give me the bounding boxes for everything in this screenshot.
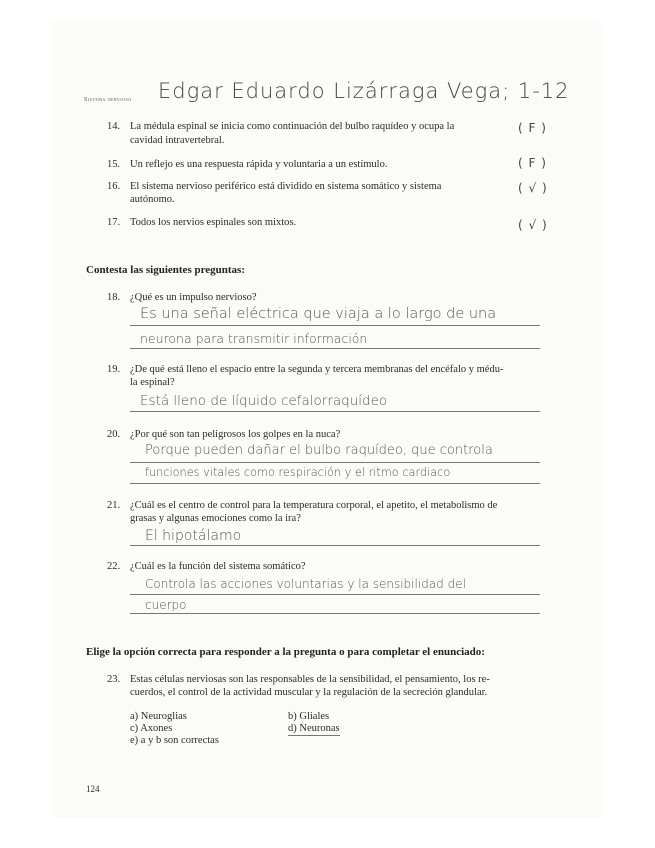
- answer-rule: [130, 462, 540, 463]
- q-text-23: Estas células nerviosas son las responsables de la sensibilidad, el pensamiento, los re-: [130, 674, 490, 685]
- tf-number-17: 17.: [107, 217, 121, 228]
- tf-text-16-cont: autónomo.: [130, 194, 175, 205]
- answer-rule: [130, 348, 540, 349]
- tf-number-15: 15.: [107, 159, 121, 170]
- option-b[interactable]: b) Gliales: [288, 711, 330, 722]
- answer-rule: [130, 325, 540, 326]
- q-number-19: 19.: [107, 364, 121, 375]
- tf-answer-17: ( √ ): [518, 218, 548, 232]
- q-number-23: 23.: [107, 674, 121, 685]
- tf-text-14-cont: cavidad intravertebral.: [130, 135, 225, 146]
- tf-number-14: 14.: [107, 121, 121, 132]
- section-label: Sistema nervioso: [84, 97, 132, 103]
- answer-rule: [130, 594, 540, 595]
- q-text-21: ¿Cuál es el centro de control para la temperatura corporal, el apetito, el metabolismo de: [130, 500, 498, 511]
- q-text-21-cont: grasas y algunas emociones como la ira?: [130, 513, 301, 524]
- tf-text-16: El sistema nervioso periférico está dividido en sistema somático y sistema: [130, 181, 442, 192]
- tf-answer-15: ( F ): [518, 156, 547, 170]
- section2-title: Elige la opción correcta para responder a la pregunta o para completar el enunciado:: [86, 646, 485, 658]
- answer-22-line2: cuerpo: [145, 598, 187, 612]
- answer-20-line1: Porque pueden dañar el bulbo raquídeo, que controla: [145, 443, 493, 458]
- answer-rule: [130, 483, 540, 484]
- q-number-22: 22.: [107, 561, 121, 572]
- answer-20-line2: funciones vitales como respiración y el ritmo cardiaco: [145, 466, 451, 479]
- tf-answer-16: ( √ ): [518, 181, 548, 195]
- answer-rule: [130, 545, 540, 546]
- student-name: Edgar Eduardo Lizárraga Vega; 1-12: [158, 79, 570, 103]
- option-d-selected[interactable]: d) Neuronas: [288, 723, 340, 734]
- tf-text-14: La médula espinal se inicia como continuación del bulbo raquídeo y ocupa la: [130, 121, 455, 132]
- option-e[interactable]: e) a y b son correctas: [130, 735, 219, 746]
- q-number-20: 20.: [107, 429, 121, 440]
- section1-title: Contesta las siguientes preguntas:: [86, 264, 246, 276]
- q-number-18: 18.: [107, 292, 121, 303]
- tf-text-15: Un reflejo es una respuesta rápida y voluntaria a un estímulo.: [130, 159, 388, 170]
- q-text-19-cont: la espinal?: [130, 377, 175, 388]
- answer-19-line1: Está lleno de líquido cefalorraquídeo: [140, 393, 388, 409]
- tf-number-16: 16.: [107, 181, 121, 192]
- answer-rule: [130, 411, 540, 412]
- option-c[interactable]: c) Axones: [130, 723, 173, 734]
- option-a[interactable]: a) Neuroglias: [130, 711, 187, 722]
- answer-18-line1: Es una señal eléctrica que viaja a lo largo de una: [140, 306, 497, 322]
- q-text-19: ¿De qué está lleno el espacio entre la segunda y tercera membranas del encéfalo y médu-: [130, 364, 504, 375]
- page-number: 124: [86, 784, 100, 794]
- answer-22-line1: Controla las acciones voluntarias y la sensibilidad del: [145, 577, 466, 591]
- q-text-18: ¿Qué es un impulso nervioso?: [130, 292, 257, 303]
- answer-18-line2: neurona para transmitir información: [140, 331, 368, 346]
- answer-rule: [130, 613, 540, 614]
- q-number-21: 21.: [107, 500, 121, 511]
- q-text-23-cont: cuerdos, el control de la actividad muscular y la regulación de la secreción glandular.: [130, 687, 488, 698]
- q-text-22: ¿Cuál es la función del sistema somático?: [130, 561, 306, 572]
- q-text-20: ¿Por qué son tan peligrosos los golpes en la nuca?: [130, 429, 341, 440]
- answer-21-line1: El hipotálamo: [145, 528, 242, 544]
- tf-text-17: Todos los nervios espinales son mixtos.: [130, 217, 297, 228]
- tf-answer-14: ( F ): [518, 121, 547, 135]
